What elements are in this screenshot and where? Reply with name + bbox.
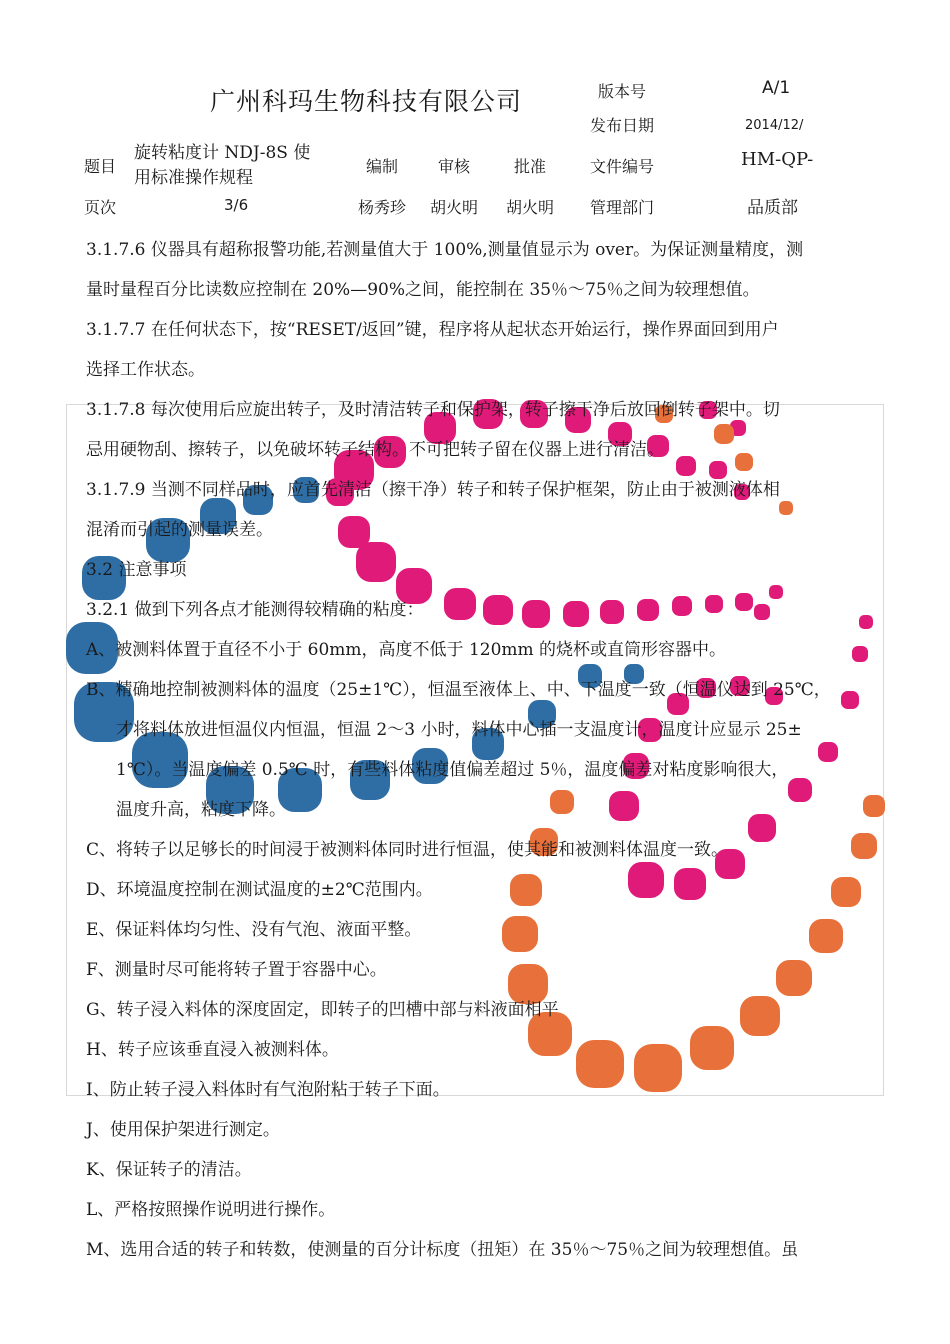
body-line: 忌用硬物刮、擦转子，以免破坏转子结构。不可把转子留在仪器上进行清洁。 <box>86 440 664 460</box>
page-value: 3/6 <box>224 196 249 214</box>
body-line: 3.2.1 做到下列各点才能测得较精确的粘度： <box>86 600 424 620</box>
list-item-continued: 温度升高，粘度下降。 <box>116 800 286 820</box>
list-item: F、测量时尽可能将转子置于容器中心。 <box>86 960 387 980</box>
list-item: E、保证料体均匀性、没有气泡、液面平整。 <box>86 920 422 940</box>
list-item: G、转子浸入料体的深度固定，即转子的凹槽中部与料液面相平 <box>86 1000 559 1020</box>
list-item-continued: 才将料体放进恒温仪内恒温，恒温 2～3 小时，料体中心插一支温度计，温度计应显示 25± <box>116 720 802 740</box>
list-item: C、将转子以足够长的时间浸于被测料体同时进行恒温，使其能和被测料体温度一致。 <box>86 840 729 860</box>
version-value: A/1 <box>762 78 791 98</box>
list-item: I、防止转子浸入料体时有气泡附粘于转子下面。 <box>86 1080 450 1100</box>
list-item: H、转子应该垂直浸入被测料体。 <box>86 1040 339 1060</box>
body-line: 3.1.7.9 当测不同样品时，应首先清洁（擦干净）转子和转子保护框架，防止由于被测液体相 <box>86 480 780 500</box>
release-date-value: 2014/12/ <box>745 118 804 133</box>
doc-no-value: HM-QP- <box>741 149 814 170</box>
reviewer-name: 胡火明 <box>430 198 479 217</box>
list-item: M、选用合适的转子和转数，使测量的百分计标度（扭矩）在 35％～75％之间为较理想值。虽 <box>86 1240 799 1260</box>
company-name: 广州科玛生物科技有限公司 <box>210 87 523 116</box>
body-line: 3.1.7.6 仪器具有超称报警功能,若测量值大于 100%,测量值显示为 over。为保证测量精度，测 <box>86 240 804 260</box>
doc-no-label: 文件编号 <box>590 157 655 176</box>
subject-line-2: 用标准操作规程 <box>134 168 253 188</box>
list-item-continued: 1℃）。当温度偏差 0.5℃ 时，有些料体粘度值偏差超过 5％，温度偏差对粘度影响很大， <box>116 760 789 780</box>
reviewer-label: 审核 <box>438 157 471 176</box>
subject-line-1: 旋转粘度计 NDJ-8S 使 <box>134 143 311 163</box>
section-heading: 3.2 注意事项 <box>86 560 187 580</box>
approver-label: 批准 <box>514 157 547 176</box>
dept-value: 品质部 <box>747 198 798 218</box>
body-line: 3.1.7.7 在任何状态下，按“RESET/返回”键，程序将从起状态开始运行，操作界面回到用户 <box>86 320 779 340</box>
version-label: 版本号 <box>598 82 647 101</box>
compiler-name: 杨秀珍 <box>358 198 407 217</box>
body-line: 量时量程百分比读数应控制在 20%—90%之间，能控制在 35％～75％之间为较理想值。 <box>86 280 760 300</box>
page-label: 页次 <box>84 198 117 217</box>
body-line: 选择工作状态。 <box>86 360 205 380</box>
list-item: B、精确地控制被测料体的温度（25±1℃），恒温至液体上、中、下温度一致（恒温仪达到 25℃， <box>86 680 831 700</box>
approver-name: 胡火明 <box>506 198 555 217</box>
list-item: L、严格按照操作说明进行操作。 <box>86 1200 336 1220</box>
list-item: D、环境温度控制在测试温度的±2℃范围内。 <box>86 880 433 900</box>
dept-label: 管理部门 <box>590 198 655 217</box>
release-date-label: 发布日期 <box>590 116 655 135</box>
subject-label: 题目 <box>84 157 117 176</box>
list-item: A、被测料体置于直径不小于 60mm，高度不低于 120mm 的烧杯或直筒形容器中。 <box>86 640 727 660</box>
compiler-label: 编制 <box>366 157 399 176</box>
body-line: 3.1.7.8 每次使用后应旋出转子，及时清洁转子和保护架，转子擦干净后放回倒转子架中。切 <box>86 400 780 420</box>
list-item: J、使用保护架进行测定。 <box>86 1120 280 1140</box>
list-item: K、保证转子的清洁。 <box>86 1160 252 1180</box>
body-line: 混淆而引起的测量误差。 <box>86 520 273 540</box>
